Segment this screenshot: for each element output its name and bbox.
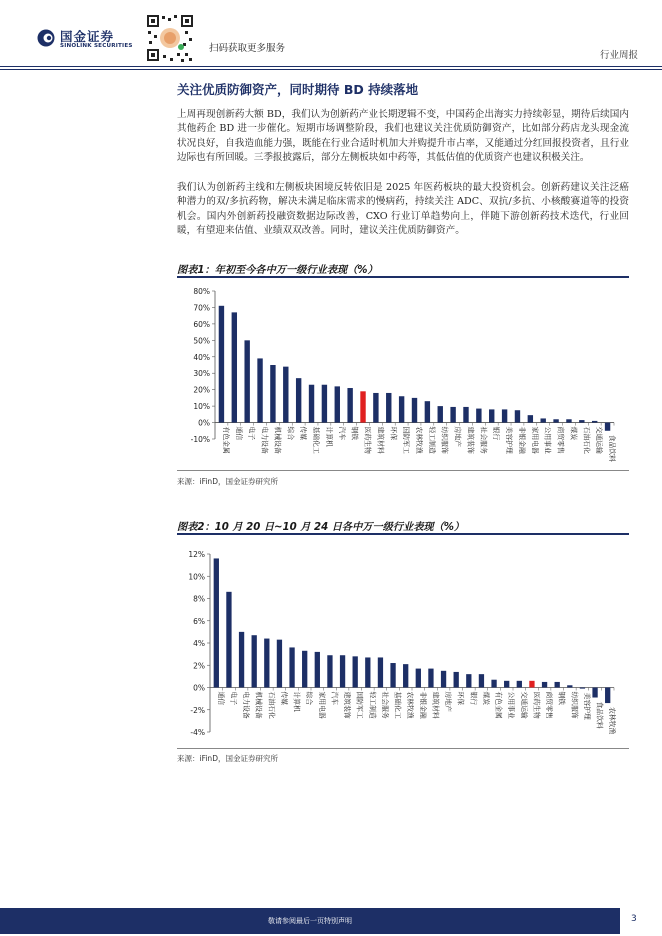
bar-农林牧渔	[403, 664, 408, 687]
figure1-source: 来源：iFinD，国金证券研究所	[177, 477, 278, 486]
figure2-source: 来源：iFinD，国金证券研究所	[177, 754, 278, 763]
bar-食品饮料	[605, 423, 610, 431]
x-tick-label: 建筑装饰	[343, 691, 352, 719]
bar-煤炭	[479, 674, 484, 687]
bar-银行	[466, 674, 471, 687]
x-tick-label: 机械设备	[273, 426, 282, 454]
y-tick-label: 0%	[198, 418, 210, 428]
bar-轻工制造	[425, 401, 430, 422]
x-tick-label: 基础化工	[393, 691, 402, 719]
y-tick-label: 40%	[193, 352, 210, 362]
figure1-bar-chart	[177, 282, 629, 467]
x-tick-label: 计算机	[292, 691, 301, 712]
x-tick-label: 社会服务	[380, 691, 389, 719]
y-tick-label: 0%	[193, 683, 205, 693]
x-tick-label: 建筑装饰	[466, 426, 475, 454]
x-tick-label: 有色金属	[494, 691, 503, 719]
y-tick-label: 70%	[193, 303, 210, 313]
x-tick-label: 交通运输	[595, 426, 604, 454]
figure1-title-rule	[177, 276, 629, 278]
x-tick-label: 传媒	[279, 691, 288, 706]
x-tick-label: 非银金融	[517, 426, 526, 454]
x-tick-label: 公用事业	[507, 691, 516, 719]
header-divider-secondary	[0, 69, 662, 70]
bar-环保	[454, 672, 459, 688]
company-logo-icon	[37, 29, 55, 47]
x-tick-label: 美容护理	[582, 692, 591, 720]
bar-国防军工	[353, 656, 358, 687]
bar-银行	[489, 409, 494, 422]
report-type-label: 行业周报	[599, 50, 638, 61]
bar-电力设备	[257, 358, 262, 422]
y-tick-label: 10%	[188, 572, 205, 582]
y-tick-label: -10%	[190, 435, 210, 444]
bar-汽车	[327, 655, 332, 687]
x-tick-label: 非银金融	[418, 691, 427, 719]
bar-通信	[214, 558, 219, 687]
bar-计算机	[289, 647, 294, 687]
bar-食品饮料	[592, 688, 597, 698]
bar-基础化工	[309, 385, 314, 423]
bar-商贸零售	[542, 682, 547, 688]
bar-农林牧渔	[412, 398, 417, 423]
bar-国防军工	[399, 396, 404, 422]
y-tick-label: 60%	[193, 319, 210, 329]
bar-传媒	[296, 378, 301, 422]
x-tick-label: 农林牧渔	[406, 691, 415, 719]
company-logo-text: 国金证券	[60, 29, 115, 44]
bar-社会服务	[476, 409, 481, 423]
bar-非银金融	[416, 669, 421, 688]
x-tick-label: 电力设备	[260, 426, 269, 454]
x-tick-label: 电子	[229, 691, 238, 706]
bar-非银金融	[515, 410, 520, 422]
y-tick-label: -2%	[190, 705, 205, 715]
x-tick-label: 通信	[234, 426, 243, 441]
bar-交通运输	[592, 421, 597, 423]
page-number: 3	[631, 914, 637, 924]
bar-社会服务	[378, 657, 383, 687]
bar-公用事业	[541, 418, 546, 422]
y-tick-label: 80%	[193, 287, 210, 296]
bar-建筑装饰	[340, 655, 345, 687]
bar-煤炭	[566, 419, 571, 422]
bar-建筑材料	[373, 393, 378, 423]
x-tick-label: 农林牧渔	[608, 707, 617, 735]
figure1-source-rule	[177, 470, 629, 471]
bar-传媒	[277, 640, 282, 688]
x-tick-label: 环保	[389, 426, 398, 441]
bar-建筑装饰	[463, 407, 468, 423]
figure1-title: 图表1：年初至今各中万一级行业表现（%）	[177, 265, 378, 276]
y-tick-label: 4%	[193, 639, 205, 648]
bar-轻工制造	[365, 657, 370, 687]
bar-环保	[386, 393, 391, 423]
figure2-source-rule	[177, 748, 629, 749]
x-tick-label: 钢铁	[557, 691, 566, 706]
x-tick-label: 国防军工	[355, 691, 364, 719]
footer-disclaimer: 敬请参阅最后一页特别声明	[268, 917, 352, 925]
bar-电子	[226, 592, 231, 688]
x-tick-label: 轻工制造	[427, 426, 436, 454]
x-tick-label: 综合	[286, 426, 295, 441]
y-tick-label: 30%	[193, 369, 210, 379]
x-tick-label: 银行	[469, 691, 478, 706]
x-tick-label: 计算机	[324, 426, 333, 447]
x-tick-label: 银行	[492, 426, 501, 441]
x-tick-label: 公用事业	[543, 426, 552, 454]
x-tick-label: 通信	[216, 691, 225, 706]
x-tick-label: 医药生物	[363, 426, 372, 454]
bar-电子	[244, 340, 249, 422]
x-tick-label: 综合	[305, 691, 314, 706]
bar-有色金属	[219, 306, 224, 423]
bar-石油石化	[579, 420, 584, 422]
bar-商贸零售	[553, 419, 558, 422]
bar-机械设备	[270, 365, 275, 423]
bar-美容护理	[502, 409, 507, 422]
x-tick-label: 汽车	[330, 691, 339, 706]
x-tick-label: 机械设备	[254, 691, 263, 719]
x-tick-label: 食品饮料	[608, 434, 617, 462]
bar-医药生物	[360, 391, 365, 422]
x-tick-label: 环保	[456, 691, 465, 706]
x-tick-label: 石油石化	[582, 426, 591, 454]
x-tick-label: 电力设备	[242, 691, 251, 719]
body-paragraph-1: 上周再现创新药大额 BD，我们认为创新药产业长期逻辑不变，中国药企出海实力持续彰显，期待后续国内其他药企 BD 进一步催化。短期市场调整阶段，我们也建议关注优质防御资产，比如部分药店龙头现金流状况良好，自我造血能力强，既能在行业合适时机加大并购提升市占率，又能通过分红回报投资者，且行业边际也有所回暖。三季报披露后，部分左侧板块如中药等，其低估值的优质资产也建议积极关注。	[177, 109, 629, 163]
x-tick-label: 有色金属	[221, 426, 230, 454]
y-tick-label: 2%	[193, 661, 205, 671]
x-tick-label: 商贸零售	[556, 426, 565, 454]
bar-纺织服饰	[567, 685, 572, 687]
bar-公用事业	[504, 681, 509, 688]
body-paragraph-2: 我们认为创新药主线和左侧板块困境反转依旧是 2025 年医药板块的最大投资机会。创新药建议关注泛癌种潜力的双/多抗药物，解决未满足临床需求的慢病药，持续关注 ADC、双抗/多抗、小核酸赛道等的投资机会。国内外创新药投融资数据边际改善，CXO 行业订单趋势向上，伴随下游创新药技术迭代，行业回暖，有望迎来估值、业绩双双改善。同时，建议关注优质防御资产。	[177, 182, 629, 236]
x-tick-label: 食品饮料	[595, 701, 604, 729]
bar-钢铁	[347, 388, 352, 423]
bar-医药生物	[529, 681, 534, 688]
bar-石油石化	[264, 639, 269, 688]
figure2-bar-chart	[177, 541, 629, 745]
x-tick-label: 房地产	[444, 691, 453, 712]
bar-基础化工	[390, 663, 395, 687]
y-tick-label: 20%	[193, 385, 210, 395]
x-tick-label: 农林牧渔	[415, 426, 423, 454]
bar-汽车	[335, 386, 340, 422]
y-tick-label: 12%	[188, 550, 205, 559]
x-tick-label: 汽车	[337, 426, 346, 441]
x-tick-label: 电子	[247, 426, 256, 441]
x-tick-label: 交通运输	[519, 691, 528, 719]
x-tick-label: 社会服务	[479, 426, 488, 454]
bar-通信	[232, 312, 237, 422]
x-tick-label: 基础化工	[312, 426, 321, 454]
x-tick-label: 传媒	[299, 426, 308, 441]
bar-计算机	[322, 385, 327, 423]
company-logo-english: SINOLINK SECURITIES	[60, 43, 133, 49]
bar-有色金属	[491, 680, 496, 688]
qr-code-icon[interactable]	[145, 13, 195, 63]
x-tick-label: 美容护理	[505, 426, 514, 454]
x-tick-label: 房地产	[453, 426, 462, 447]
bar-综合	[283, 367, 288, 423]
y-tick-label: 6%	[193, 616, 205, 626]
x-tick-label: 建筑材料	[431, 691, 440, 719]
bar-电力设备	[239, 632, 244, 688]
y-tick-label: -4%	[190, 728, 205, 737]
bar-建筑材料	[428, 669, 433, 688]
x-tick-label: 石油石化	[267, 691, 276, 719]
bar-家用电器	[315, 652, 320, 688]
x-tick-label: 家用电器	[530, 426, 539, 454]
x-tick-label: 纺织服饰	[570, 691, 579, 719]
x-tick-label: 轻工制造	[368, 691, 377, 719]
x-tick-label: 商贸零售	[545, 691, 554, 719]
x-tick-label: 钢铁	[350, 426, 359, 441]
bar-交通运输	[517, 681, 522, 688]
bar-农林牧渔	[605, 688, 610, 704]
scan-qr-caption: 扫码获取更多服务	[209, 43, 286, 54]
bar-房地产	[441, 671, 446, 688]
x-tick-label: 煤炭	[481, 691, 490, 706]
x-tick-label: 家用电器	[317, 691, 326, 719]
x-tick-label: 建筑材料	[376, 426, 385, 454]
bar-房地产	[450, 407, 455, 423]
bar-家用电器	[528, 415, 533, 422]
figure2-title: 图表2：10 月 20 日~10 月 24 日各中万一级行业表现（%）	[177, 522, 465, 533]
y-tick-label: 8%	[193, 594, 205, 604]
header-divider	[0, 66, 662, 67]
bar-纺织服饰	[438, 406, 443, 422]
x-tick-label: 纺织服饰	[440, 426, 449, 454]
x-tick-label: 国防军工	[402, 426, 411, 454]
x-tick-label: 煤炭	[569, 426, 578, 441]
bar-综合	[302, 651, 307, 688]
figure2-title-rule	[177, 533, 629, 535]
section-title: 关注优质防御资产，同时期待 BD 持续落地	[177, 82, 419, 97]
x-tick-label: 医药生物	[532, 691, 541, 719]
bar-钢铁	[555, 682, 560, 688]
y-tick-label: 10%	[193, 402, 210, 412]
bar-机械设备	[252, 635, 257, 687]
bar-美容护理	[580, 688, 585, 689]
y-tick-label: 50%	[193, 336, 210, 346]
